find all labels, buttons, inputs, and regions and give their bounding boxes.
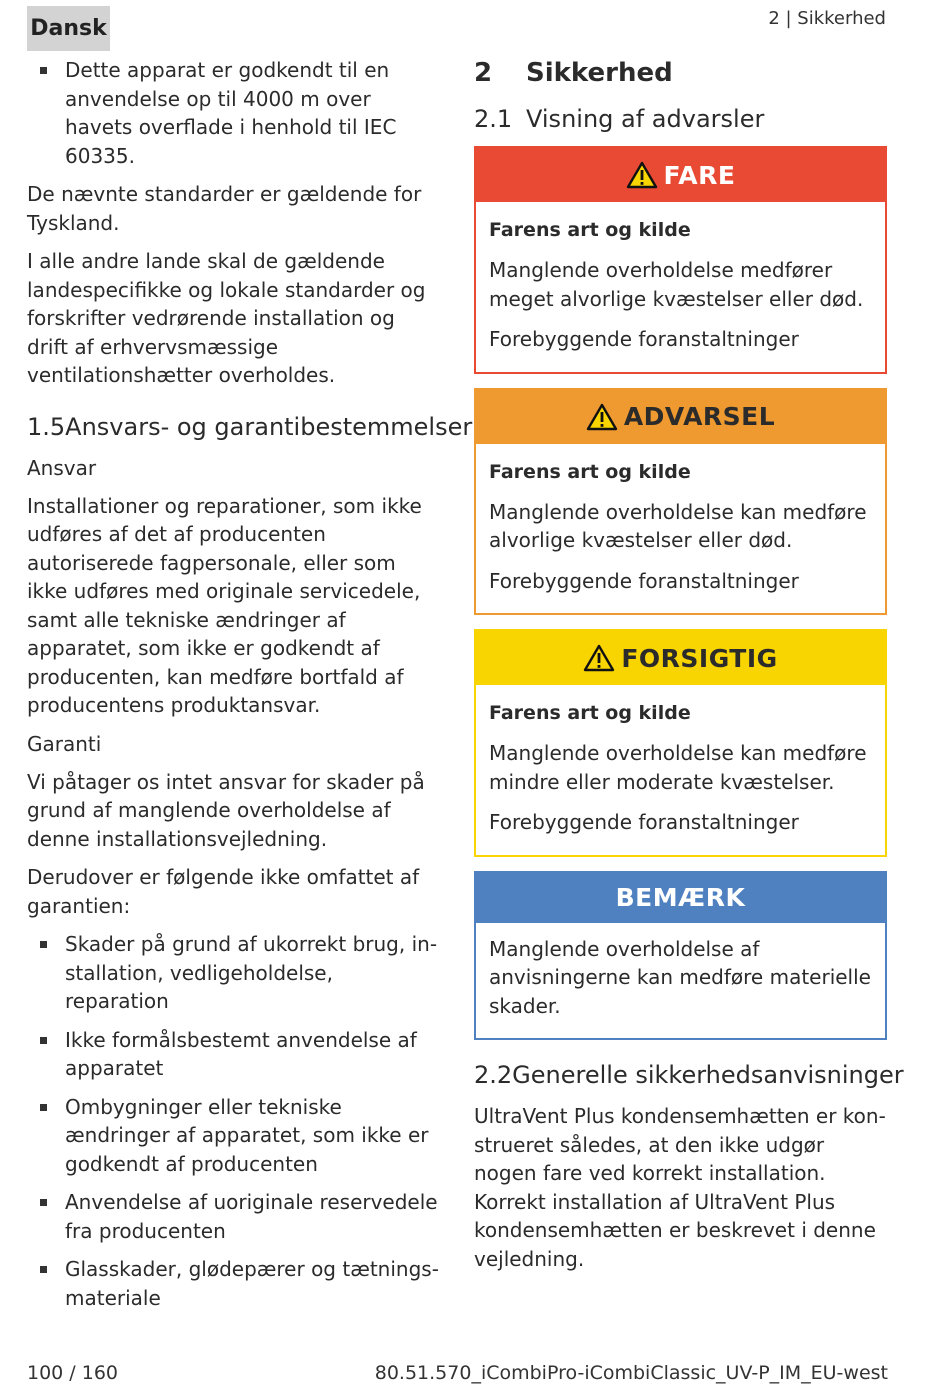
hazard-label: Farens art og kilde bbox=[489, 702, 691, 724]
ansvar-heading: Ansvar bbox=[27, 455, 97, 480]
running-head: 2 | Sikkerhed bbox=[768, 8, 886, 29]
notice-box-header bbox=[476, 873, 885, 923]
section-number: 2.2 bbox=[474, 1061, 513, 1089]
garanti-heading: Garanti bbox=[27, 731, 102, 756]
warning-triangle-icon bbox=[583, 644, 615, 672]
language-tab: Dansk bbox=[27, 6, 110, 51]
warning-box-title: ADVARSEL bbox=[623, 402, 776, 431]
hazard-label: Farens art og kilde bbox=[489, 219, 691, 241]
section-title: Ansvars- og garantibestemmelser bbox=[65, 412, 473, 441]
notice-box-title: BEMÆRK bbox=[615, 883, 746, 912]
garanti-paragraph: Vi påtager os intet ansvar for skader på grund af manglende overholdelse af denne installationsvejledning. bbox=[27, 769, 425, 851]
warning-triangle-icon bbox=[626, 161, 658, 189]
hazard-label: Farens art og kilde bbox=[489, 460, 691, 483]
hazard-text: Manglende overholdelse kan medføre alvorlige kvæstelser eller død. bbox=[489, 499, 867, 552]
garanti-excluded-intro: Derudover er følgende ikke omfattet af garantien: bbox=[27, 865, 420, 918]
chapter-heading bbox=[474, 56, 887, 90]
measures-text: Forebyggende foranstaltninger bbox=[489, 327, 799, 351]
section-heading-2-2 bbox=[474, 1060, 904, 1090]
chapter-title: Sikkerhed bbox=[526, 58, 673, 88]
general-safety-paragraph: UltraVent Plus kondensemhætten er konstrueret således, at den ikke udgør nogen fare ved korrekt installation. Korrekt installation af UltraVent Plus kondensemhætten er beskrevet i denne vejledning. bbox=[474, 1104, 886, 1271]
hazard-text: Manglende overholdelse medfører meget alvorlige kvæstelser eller død. bbox=[489, 258, 864, 311]
chapter-number: 2 bbox=[474, 58, 493, 88]
danger-box-content bbox=[476, 202, 885, 372]
warning-box-header bbox=[476, 390, 885, 444]
list-item: Ikke formålsbestemt anvendelse af apparatet bbox=[27, 1026, 442, 1083]
notice-text: Manglende overholdelse af anvisningerne kan medføre materielle skader. bbox=[489, 936, 871, 1018]
warning-triangle-icon bbox=[586, 403, 618, 431]
section-title: Generelle sikkerhedsanvisninger bbox=[512, 1061, 904, 1089]
measures-text: Forebyggende foranstaltninger bbox=[489, 568, 799, 593]
garanti-exclusions-list bbox=[27, 930, 442, 1312]
danger-box bbox=[474, 146, 887, 374]
list-item: Ombygninger eller tekniske ændringer af apparatet, som ikke er godkendt af producenten bbox=[27, 1093, 442, 1179]
section-heading-2-1 bbox=[474, 104, 887, 134]
page-number: 100 / 160 bbox=[27, 1362, 119, 1384]
section-number: 1.5 bbox=[27, 412, 66, 441]
left-column bbox=[27, 56, 473, 1322]
section-heading-1-5 bbox=[27, 412, 473, 442]
document-id: 80.51.570_iCombiPro-iCombiClassic_UV-P_IM_EU-west bbox=[374, 1362, 888, 1384]
standards-paragraph: De nævnte standarder er gældende for Tyskland. bbox=[27, 182, 422, 235]
hazard-text: Manglende overholdelse kan medføre mindre eller moderate kvæstelser. bbox=[489, 741, 867, 794]
caution-box-header bbox=[476, 631, 885, 685]
right-column bbox=[474, 56, 904, 1283]
ansvar-paragraph: Installationer og reparationer, som ikke udføres af det af producenten autoriserede fagpersonale, eller som ikke udføres med originale servicedele, samt alle tekniske ændringer af apparatet, som ikke er godkendt af producenten, kan medføre bortfald af producentens produktansvar. bbox=[27, 493, 422, 717]
caution-box-title: FORSIGTIG bbox=[621, 643, 778, 673]
danger-box-header bbox=[476, 148, 885, 202]
measures-text: Forebyggende foranstaltninger bbox=[489, 810, 799, 834]
other-countries-paragraph: I alle andre lande skal de gældende landespecifikke og lokale standarder og forskrifter vedrørende installation og drift af erhvervsmæssige ventilationshætter overholdes. bbox=[27, 249, 426, 387]
caution-box-content bbox=[476, 685, 885, 855]
altitude-bullet-list bbox=[27, 56, 442, 170]
warning-box-content bbox=[476, 444, 885, 614]
caution-box bbox=[474, 629, 887, 857]
section-title: Visning af advarsler bbox=[526, 105, 765, 133]
notice-box bbox=[474, 871, 887, 1041]
list-item: Glasskader, glødepærer og tætningsmateriale bbox=[27, 1255, 442, 1312]
section-number: 2.1 bbox=[474, 105, 513, 133]
list-item: Skader på grund af ukorrekt brug, installation, vedligeholdelse, reparation bbox=[27, 930, 442, 1016]
list-item: Dette apparat er godkendt til en anvendelse op til 4000 m over havets overflade i henhold til IEC 60335. bbox=[27, 56, 442, 170]
notice-box-content bbox=[476, 923, 885, 1039]
danger-box-title: FARE bbox=[663, 160, 736, 190]
list-item: Anvendelse af uoriginale reservedele fra producenten bbox=[27, 1188, 442, 1245]
warning-box bbox=[474, 388, 887, 616]
